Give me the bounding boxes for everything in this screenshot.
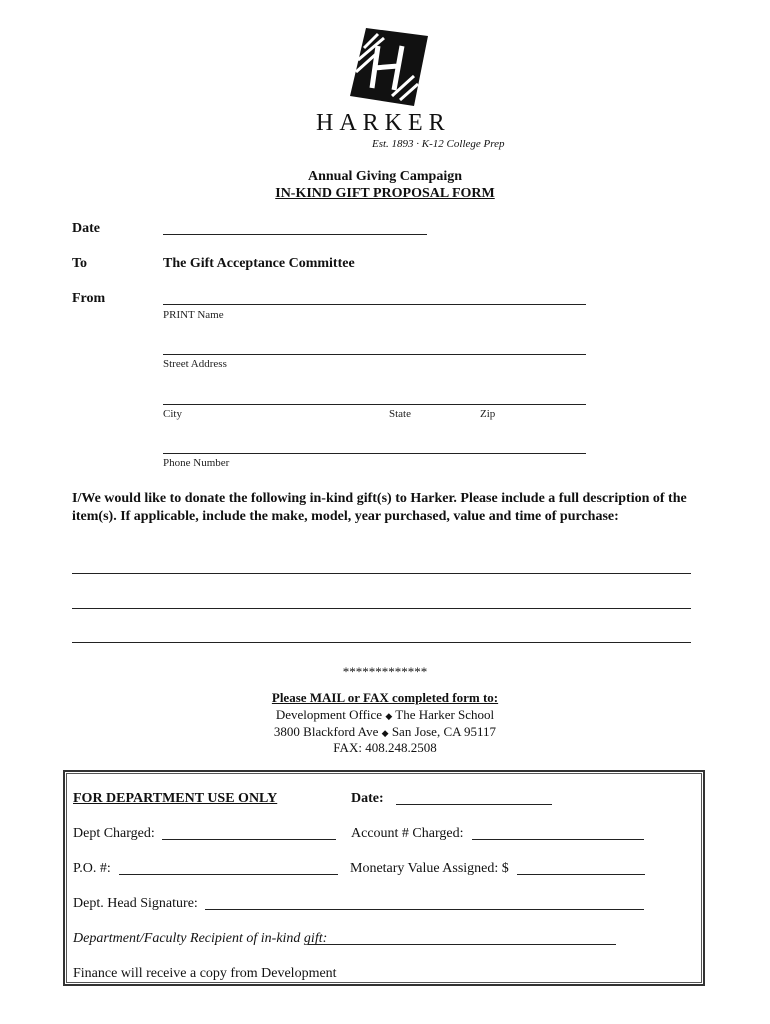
monetary-label: Monetary Value Assigned: $ bbox=[350, 861, 509, 876]
street-field[interactable] bbox=[163, 354, 586, 355]
phone-caption: Phone Number bbox=[163, 457, 230, 469]
form-title: IN-KIND GIFT PROPOSAL FORM bbox=[275, 186, 495, 201]
from-label: From bbox=[72, 291, 106, 306]
print-name-caption: PRINT Name bbox=[163, 309, 224, 321]
to-label: To bbox=[72, 256, 88, 271]
city-state-zip-field[interactable] bbox=[163, 404, 586, 405]
po-field[interactable] bbox=[119, 874, 338, 875]
diamond-bullet-icon: ◆ bbox=[381, 728, 389, 738]
fax-number: FAX: 408.248.2508 bbox=[333, 740, 437, 755]
description-line-2[interactable] bbox=[72, 608, 691, 609]
to-value: The Gift Acceptance Committee bbox=[163, 256, 355, 271]
logo-tagline: Est. 1893 · K-12 College Prep bbox=[372, 138, 505, 150]
campaign-title: Annual Giving Campaign bbox=[307, 169, 463, 184]
separator: ************* bbox=[342, 664, 428, 679]
phone-field[interactable] bbox=[163, 453, 586, 454]
monetary-field[interactable] bbox=[517, 874, 645, 875]
mail-office: Development Office bbox=[275, 707, 383, 722]
description-line-1[interactable] bbox=[72, 573, 691, 574]
recipient-field[interactable] bbox=[308, 944, 616, 945]
street-caption: Street Address bbox=[163, 358, 227, 370]
diamond-bullet-icon: ◆ bbox=[385, 711, 393, 721]
mail-school: The Harker School bbox=[395, 707, 495, 722]
mail-street: 3800 Blackford Ave bbox=[273, 724, 379, 739]
logo-wordmark: HARKER bbox=[316, 110, 451, 136]
city-caption: City bbox=[163, 408, 182, 420]
zip-caption: Zip bbox=[480, 408, 496, 420]
finance-note: Finance will receive a copy from Development bbox=[73, 966, 337, 981]
mail-city: San Jose, CA 95117 bbox=[391, 724, 497, 739]
name-field[interactable] bbox=[163, 304, 586, 305]
dept-date-field[interactable] bbox=[396, 804, 552, 805]
description-line-3[interactable] bbox=[72, 642, 691, 643]
signature-label: Dept. Head Signature: bbox=[73, 896, 198, 911]
dept-charged-label: Dept Charged: bbox=[73, 826, 155, 841]
date-field[interactable] bbox=[163, 234, 427, 235]
mail-heading: Please MAIL or FAX completed form to: bbox=[271, 690, 499, 705]
po-label: P.O. #: bbox=[73, 861, 111, 876]
dept-date-label: Date: bbox=[351, 791, 384, 806]
recipient-label: Department/Faculty Recipient of in-kind gift: bbox=[73, 931, 328, 946]
department-heading: FOR DEPARTMENT USE ONLY bbox=[73, 791, 278, 806]
account-label: Account # Charged: bbox=[351, 826, 464, 841]
dept-charged-field[interactable] bbox=[162, 839, 336, 840]
gift-instructions: I/We would like to donate the following in-kind gift(s) to Harker. Please include a full description of the item(s). If applicable, include the make, model, year purchased, value and time of purchase: bbox=[72, 491, 687, 524]
account-field[interactable] bbox=[472, 839, 644, 840]
date-label: Date bbox=[72, 221, 100, 236]
state-caption: State bbox=[389, 408, 411, 420]
harker-h-logo-icon bbox=[344, 26, 428, 106]
signature-field[interactable] bbox=[205, 909, 644, 910]
